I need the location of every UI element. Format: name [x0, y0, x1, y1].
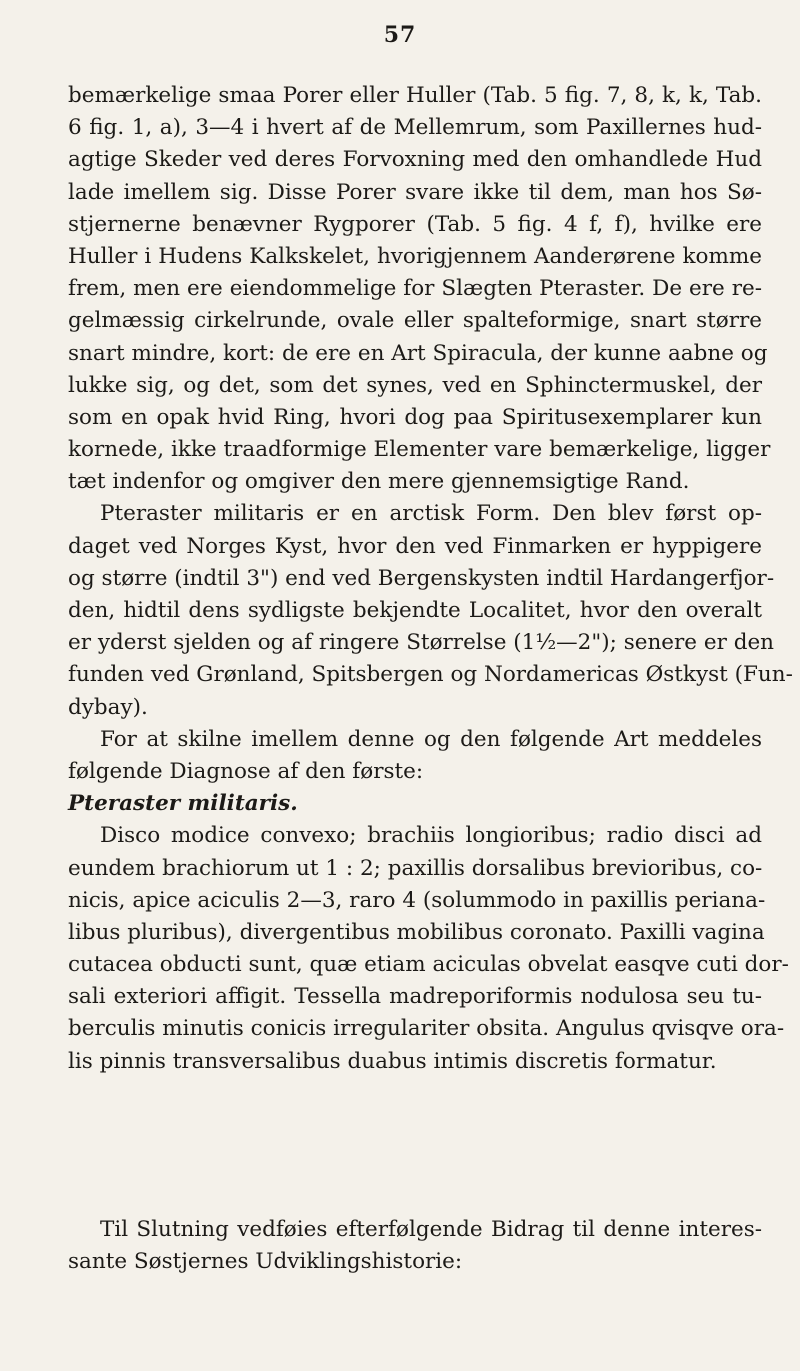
text-line: den, hidtil dens sydligste bekjendte Localitet, hvor den overalt	[68, 598, 762, 623]
species-heading-paragraph	[68, 788, 762, 820]
text-line: Til Slutning vedføies efterfølgende Bidrag til denne interes-	[100, 1217, 762, 1242]
paragraph-closing	[68, 1214, 762, 1278]
text-line: libus pluribus), divergentibus mobilibus coronato. Paxilli vagina	[68, 919, 765, 945]
page-number: 57	[383, 22, 417, 48]
text-line: eundem brachiorum ut 1 : 2; paxillis dorsalibus brevioribus, co-	[68, 855, 763, 881]
paragraph-pores	[68, 80, 771, 498]
text-line: sante Søstjernes Udviklingshistorie:	[68, 1249, 463, 1275]
text-line: nicis, apice aciculis 2—3, raro 4 (solummodo in paxillis periana-	[68, 887, 766, 913]
text-line: daget ved Norges Kyst, hvor den ved Finmarken er hyppigere	[68, 533, 762, 559]
text-line: lis pinnis transversalibus duabus intimis discretis formatur.	[68, 1048, 717, 1074]
paragraph-distribution	[68, 498, 793, 723]
text-line: tæt indenfor og omgiver den mere gjennemsigtige Rand.	[68, 469, 690, 495]
closing-text	[68, 1214, 762, 1278]
paragraph-latin-diagnosis	[68, 820, 789, 1078]
text-line: Disco modice convexo; brachiis longioribus; radio disci ad	[100, 823, 762, 849]
text-line: Pteraster militaris er en arctisk Form. Den blev først op-	[100, 501, 762, 527]
text-line: funden ved Grønland, Spitsbergen og Nordamericas Østkyst (Fun-	[68, 662, 793, 688]
text-line: snart mindre, kort: de ere en Art Spiracula, der kunne aabne og	[68, 340, 768, 366]
text-line: frem, men ere eiendommelige for Slægten Pteraster. De ere re-	[68, 276, 762, 302]
text-line: kornede, ikke traadformige Elementer vare bemærkelige, ligger	[68, 437, 771, 463]
main-text	[68, 80, 793, 1078]
paragraph-diagnosis-intro	[68, 724, 762, 788]
text-line: stjernerne benævner Rygporer (Tab. 5 fig. 4 f, f), hvilke ere	[68, 211, 762, 237]
text-line: og større (indtil 3") end ved Bergenskysten indtil Hardangerfjor-	[68, 565, 775, 591]
text-line: lade imellem sig. Disse Porer svare ikke til dem, man hos Sø-	[68, 179, 762, 205]
text-line: berculis minutis conicis irregulariter obsita. Angulus qvisqve ora-	[68, 1016, 785, 1042]
text-line: gelmæssig cirkelrunde, ovale eller spalteformige, snart større	[68, 308, 762, 334]
text-line: dybay).	[68, 694, 148, 720]
text-line: agtige Skeder ved deres Forvoxning med den omhandlede Hud	[68, 147, 762, 173]
text-line: cutacea obducti sunt, quæ etiam aciculas obvelat easqve cuti dor-	[68, 952, 789, 978]
text-line: bemærkelige smaa Porer eller Huller (Tab. 5 fig. 7, 8, k, k, Tab.	[68, 83, 762, 108]
text-line: som en opak hvid Ring, hvori dog paa Spiritusexemplarer kun	[68, 404, 762, 430]
text-line: For at skilne imellem denne og den følgende Art meddeles	[100, 726, 762, 752]
text-line: 6 fig. 1, a), 3—4 i hvert af de Mellemrum, som Paxillernes hud-	[68, 115, 762, 141]
text-line: sali exteriori affigit. Tessella madreporiformis nodulosa seu tu-	[68, 984, 762, 1010]
text-line: følgende Diagnose af den første:	[68, 758, 424, 784]
text-line: Huller i Hudens Kalkskelet, hvorigjennem Aanderørene komme	[68, 243, 762, 269]
species-heading: Pteraster militaris.	[68, 791, 298, 817]
text-line: lukke sig, og det, som det synes, ved en Sphinctermuskel, der	[68, 372, 762, 398]
text-line: er yderst sjelden og af ringere Størrelse (1½—2"); senere er den	[68, 630, 775, 656]
